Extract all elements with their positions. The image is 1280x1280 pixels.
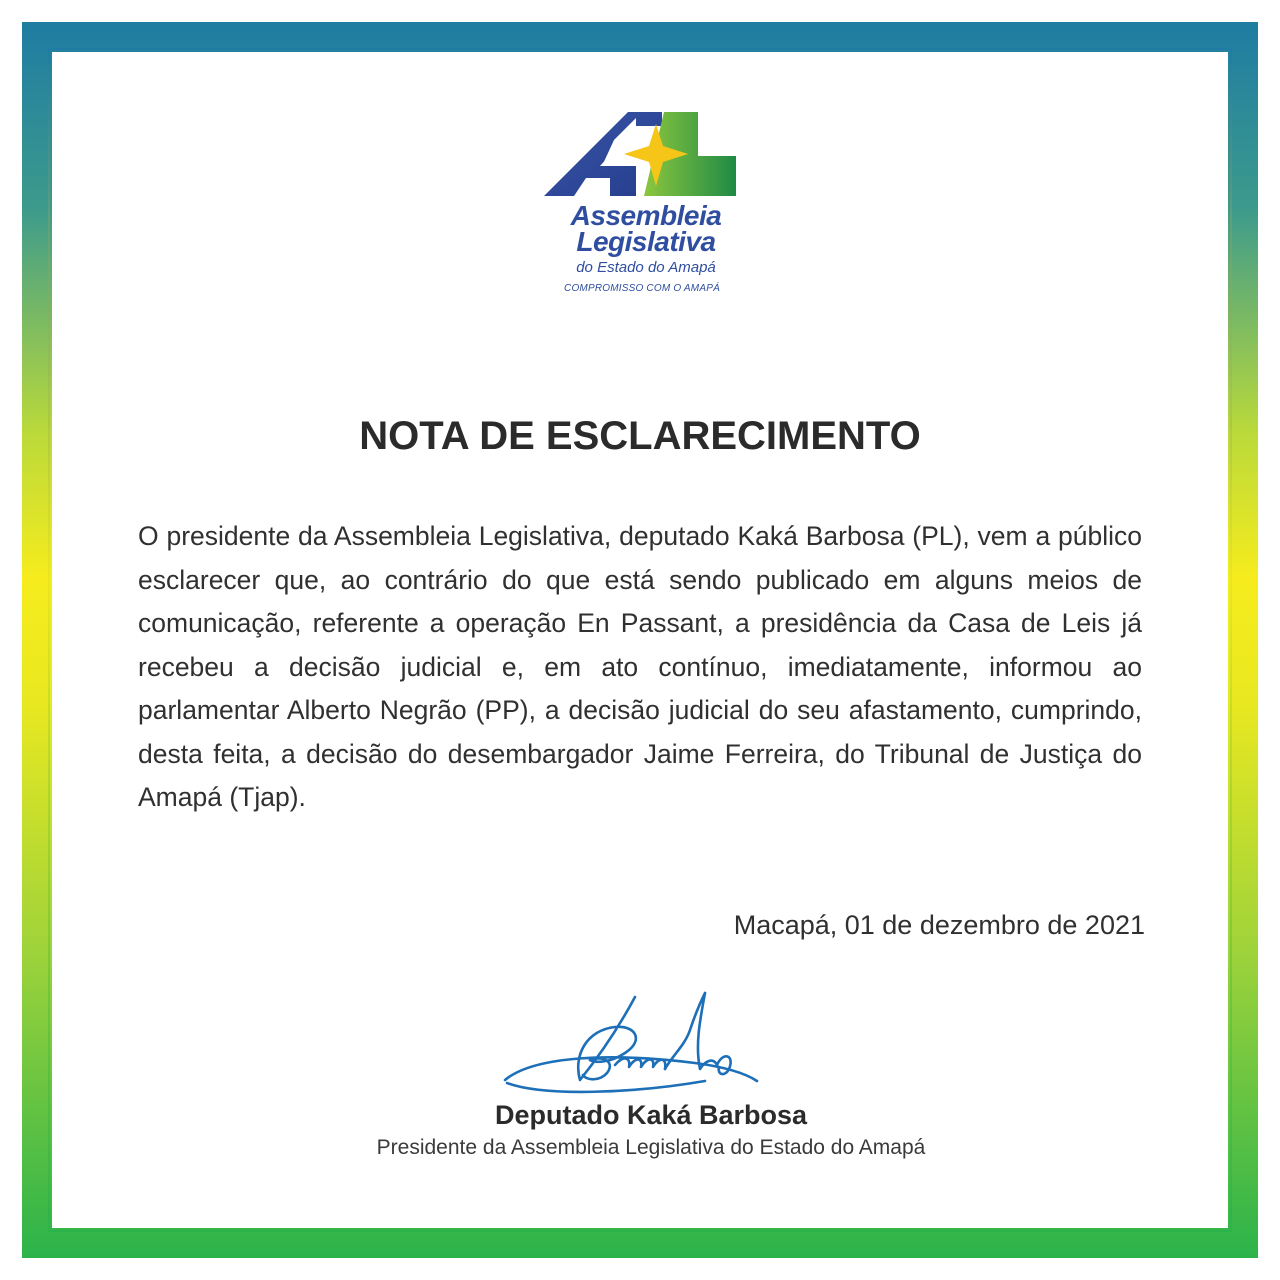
logo-tagline: COMPROMISSO COM O AMAPÁ [564,283,720,294]
statement-body: O presidente da Assembleia Legislativa, deputado Kaká Barbosa (PL), vem a público esclarecer que, ao contrário do que está sendo publicado em alguns meios de comunicação, referente a operação En Passant, a presidência da Casa de Leis já recebeu a decisão judicial e, em ato contínuo, imediatamente, informou ao parlamentar Alberto Negrão (PP), a decisão judicial do seu afastamento, cumprindo, desta feita, a decisão do desembargador Jaime Ferreira, do Tribunal de Justiça do Amapá (Tjap). [138,521,1142,812]
signer-role: Presidente da Assembleia Legislativa do Estado do Amapá [376,1136,926,1159]
logo-emblem-icon [540,110,740,200]
logo-text-legislativa: Legislativa [576,226,716,257]
signer-name: Deputado Kaká Barbosa [494,1100,808,1130]
handwritten-signature-icon [495,985,775,1105]
page-title: NOTA DE ESCLARECIMENTO [359,414,921,458]
logo-text-state: do Estado do Amapá [576,259,716,276]
statement-date: Macapá, 01 de dezembro de 2021 [733,910,1145,940]
logo-text-assembleia: Assembleia [570,200,722,231]
assembly-logo [540,110,740,300]
